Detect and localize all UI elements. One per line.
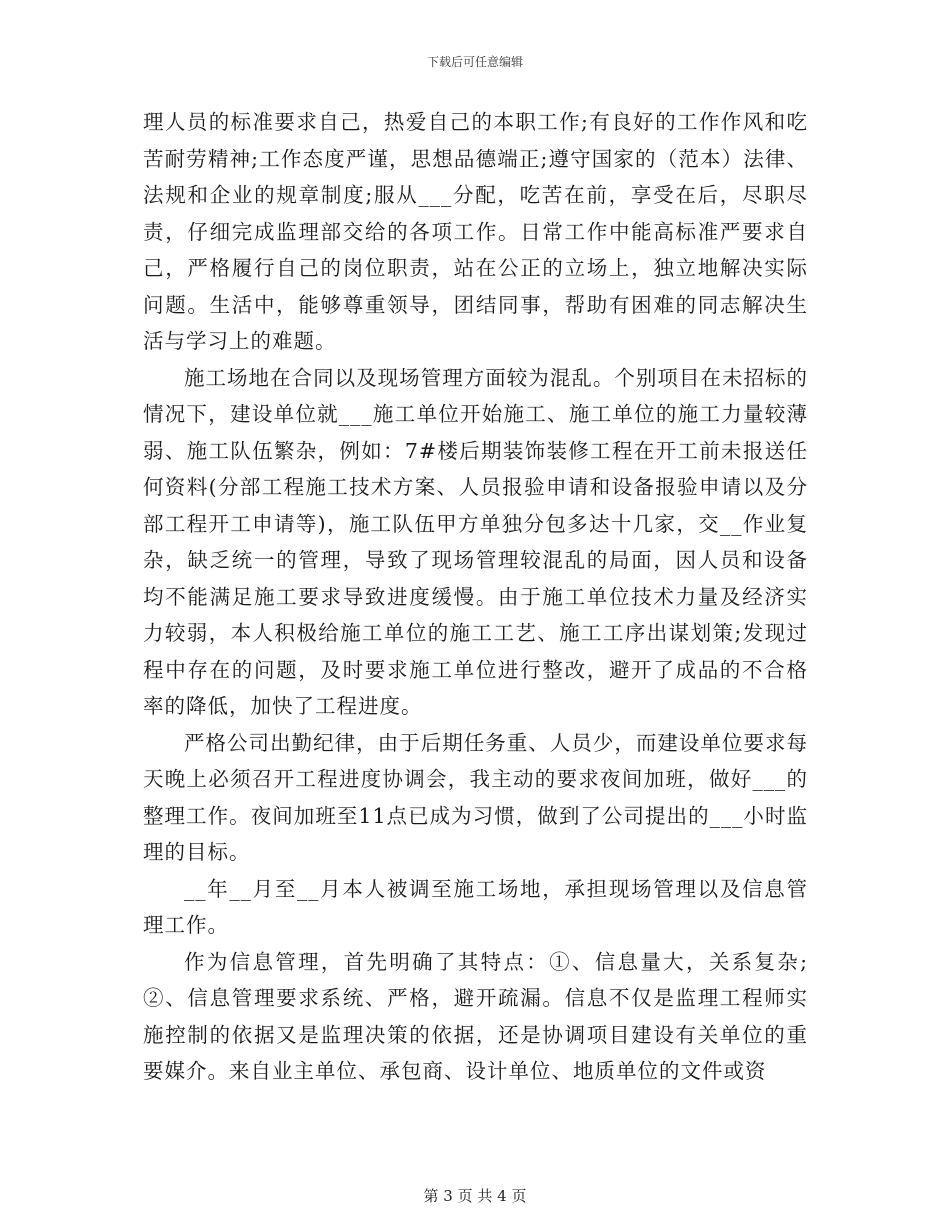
paragraph-4: __年__月至__月本人被调至施工场地，承担现场管理以及信息管理工作。 [143, 876, 808, 937]
paragraph-1: 理人员的标准要求自己，热爱自己的本职工作;有良好的工作作风和吃苦耐劳精神;工作态度严谨，思想品德端正;遵守国家的（范本）法律、法规和企业的规章制度;服从___分配，吃苦在前，享受在后，尽职尽责，仔细完成监理部交给的各项工作。日常工作中能高标准严要求自己，严格履行自己的岗位职责，站在公正的立场上，独立地解决实际问题。生活中，能够尊重领导，团结同事，帮助有困难的同志解决生活与学习上的难题。 [143, 110, 808, 353]
page-footer: 第 3 页 共 4 页 [423, 1187, 527, 1205]
paragraph-5: 作为信息管理，首先明确了其特点：①、信息量大，关系复杂;②、信息管理要求系统、严格，避开疏漏。信息不仅是监理工程师实施控制的依据又是监理决策的依据，还是协调项目建设有关单位的重要媒介。来自业主单位、承包商、设计单位、地质单位的文件或资 [143, 949, 808, 1083]
paragraph-3: 严格公司出勤纪律，由于后期任务重、人员少，而建设单位要求每天晚上必须召开工程进度协调会，我主动的要求夜间加班，做好___的整理工作。夜间加班至11点已成为习惯，做到了公司提出的___小时监理的目标。 [143, 730, 808, 864]
page-header: 下载后可任意编辑 [426, 55, 523, 69]
paragraph-2: 施工场地在合同以及现场管理方面较为混乱。个别项目在未招标的情况下，建设单位就___施工单位开始施工、施工单位的施工力量较薄弱、施工队伍繁杂，例如：7#楼后期装饰装修工程在开工前未报送任何资料(分部工程施工技术方案、人员报验申请和设备报验申请以及分部工程开工申请等)，施工队伍甲方单独分包多达十几家，交__作业复杂，缺乏统一的管理，导致了现场管理较混乱的局面，因人员和设备均不能满足施工要求导致进度缓慢。由于施工单位技术力量及经济实力较弱，本人积极给施工单位的施工工艺、施工工序出谋划策;发现过程中存在的问题，及时要求施工单位进行整改，避开了成品的不合格率的降低，加快了工程进度。 [143, 365, 808, 718]
document-body [143, 104, 808, 1090]
